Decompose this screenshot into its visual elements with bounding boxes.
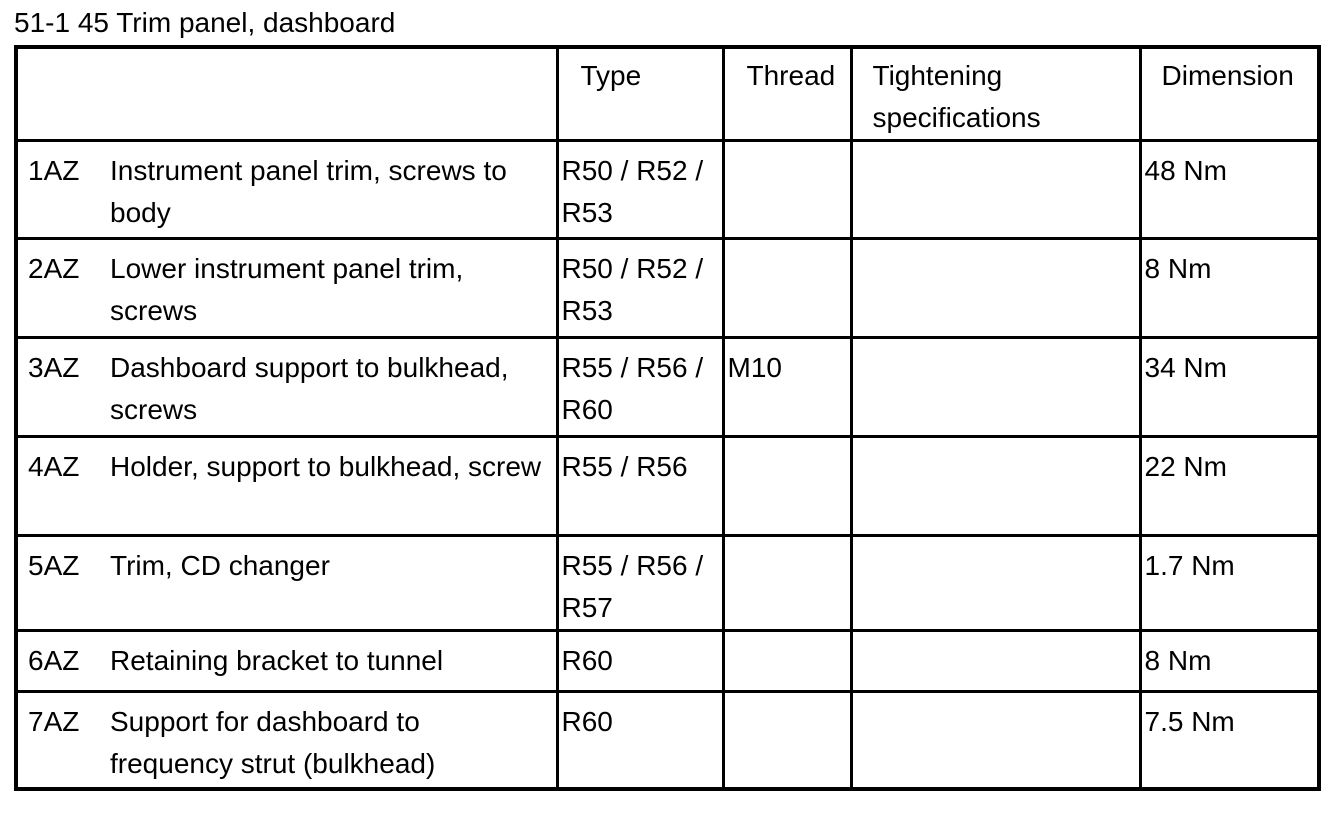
description-cell [16,631,557,692]
header-description [16,47,557,141]
table-row [16,239,1319,338]
description-cell [16,692,557,790]
type-cell: R55 / R56 [557,437,723,536]
table-header-row [16,47,1319,141]
item-description: Lower instrument panel trim, screws [110,253,464,326]
item-description: Trim, CD changer [110,550,330,581]
type-cell: R55 / R56 / R57 [557,536,723,631]
thread-cell [723,692,851,790]
dimension-cell: 1.7 Nm [1140,536,1319,631]
item-description: Instrument panel trim, screws to body [110,155,507,228]
thread-cell [723,536,851,631]
type-cell: R60 [557,631,723,692]
description-cell [16,239,557,338]
thread-cell [723,437,851,536]
item-description: Dashboard support to bulkhead, screws [110,352,509,425]
tightening-cell [851,141,1140,239]
thread-cell [723,631,851,692]
dimension-cell: 34 Nm [1140,338,1319,437]
thread-cell: M10 [723,338,851,437]
type-cell: R60 [557,692,723,790]
page-title: 51-1 45 Trim panel, dashboard [14,7,396,38]
header-tightening-specifications: Tightening specifications [851,47,1140,141]
tightening-cell [851,338,1140,437]
tightening-cell [851,692,1140,790]
header-type: Type [557,47,723,141]
item-code: 3AZ [28,352,80,383]
table-row [16,338,1319,437]
tightening-cell [851,536,1140,631]
type-cell: R50 / R52 / R53 [557,141,723,239]
thread-cell [723,239,851,338]
dimension-cell: 22 Nm [1140,437,1319,536]
dimension-cell: 8 Nm [1140,239,1319,338]
table-row [16,437,1319,536]
tightening-cell [851,437,1140,536]
item-description: Holder, support to bulkhead, screw [110,451,542,482]
type-cell: R55 / R56 / R60 [557,338,723,437]
description-cell [16,437,557,536]
item-code: 4AZ [28,451,80,482]
description-cell [16,338,557,437]
torque-spec-table [14,45,1321,791]
dimension-cell: 7.5 Nm [1140,692,1319,790]
item-description: Retaining bracket to tunnel [110,645,444,676]
header-thread: Thread [723,47,851,141]
tightening-cell [851,631,1140,692]
item-description: Support for dashboard to frequency strut (bulkhead) [110,706,436,779]
item-code: 1AZ [28,155,80,186]
tightening-cell [851,239,1140,338]
type-cell: R50 / R52 / R53 [557,239,723,338]
dimension-cell: 48 Nm [1140,141,1319,239]
table-row [16,536,1319,631]
dimension-cell: 8 Nm [1140,631,1319,692]
table-row [16,141,1319,239]
table-row [16,631,1319,692]
header-dimension: Dimension [1140,47,1319,141]
thread-cell [723,141,851,239]
item-code: 5AZ [28,550,80,581]
description-cell [16,536,557,631]
description-cell [16,141,557,239]
table-row [16,692,1319,790]
item-code: 2AZ [28,253,80,284]
item-code: 7AZ [28,706,80,737]
item-code: 6AZ [28,645,80,676]
